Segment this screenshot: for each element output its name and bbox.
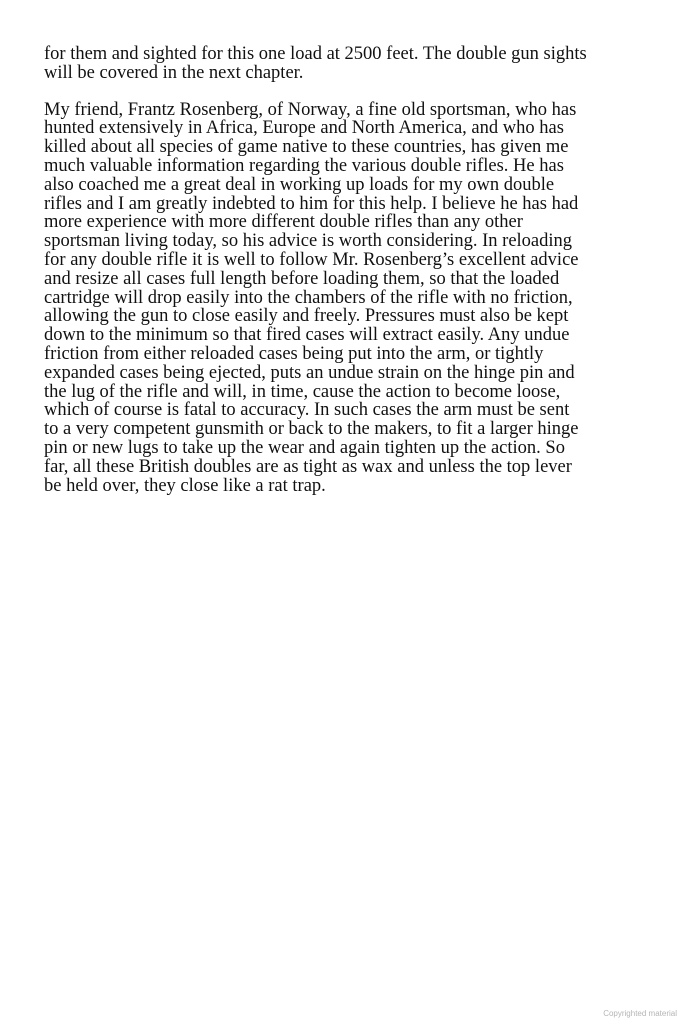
text-line: for any double rifle it is well to follow Mr. Rosenberg’s excellent advice: [44, 249, 579, 270]
text-line: much valuable information regarding the various double rifles. He has: [44, 155, 564, 176]
text-line: will be covered in the next chapter.: [44, 62, 304, 83]
paragraph-2: [44, 101, 640, 496]
text-line: sportsman living today, so his advice is worth considering. In reloading: [44, 231, 573, 252]
copyright-watermark: Copyrighted material: [603, 1009, 677, 1018]
text-line: hunted extensively in Africa, Europe and North America, and who has: [44, 118, 564, 139]
paragraph-spacer: [44, 83, 640, 101]
text-line: for them and sighted for this one load at 2500 feet. The double gun sights: [44, 44, 587, 64]
paragraph-1: [44, 45, 640, 83]
body-text: [44, 45, 640, 495]
text-line: expanded cases being ejected, puts an undue strain on the hinge pin and: [44, 362, 575, 383]
text-line: pin or new lugs to take up the wear and again tighten up the action. So: [44, 437, 565, 458]
text-line: friction from either reloaded cases being put into the arm, or tightly: [44, 343, 544, 364]
text-line: to a very competent gunsmith or back to the makers, to fit a larger hinge: [44, 419, 579, 440]
text-line: My friend, Frantz Rosenberg, of Norway, a fine old sportsman, who has: [44, 99, 577, 120]
text-line: killed about all species of game native to these countries, has given me: [44, 137, 569, 158]
text-line: cartridge will drop easily into the chambers of the rifle with no friction,: [44, 287, 573, 308]
text-line: which of course is fatal to accuracy. In such cases the arm must be sent: [44, 400, 570, 421]
text-line: rifles and I am greatly indebted to him for this help. I believe he has had: [44, 193, 579, 214]
text-line: also coached me a great deal in working up loads for my own double: [44, 174, 555, 195]
text-line: and resize all cases full length before loading them, so that the loaded: [44, 268, 560, 289]
text-line: be held over, they close like a rat trap.: [44, 475, 326, 496]
text-line: down to the minimum so that fired cases will extract easily. Any undue: [44, 325, 570, 346]
text-line: more experience with more different double rifles than any other: [44, 212, 523, 233]
text-line: allowing the gun to close easily and freely. Pressures must also be kept: [44, 306, 569, 327]
text-line: far, all these British doubles are as tight as wax and unless the top lever: [44, 456, 572, 477]
text-line: the lug of the rifle and will, in time, cause the action to become loose,: [44, 381, 561, 402]
